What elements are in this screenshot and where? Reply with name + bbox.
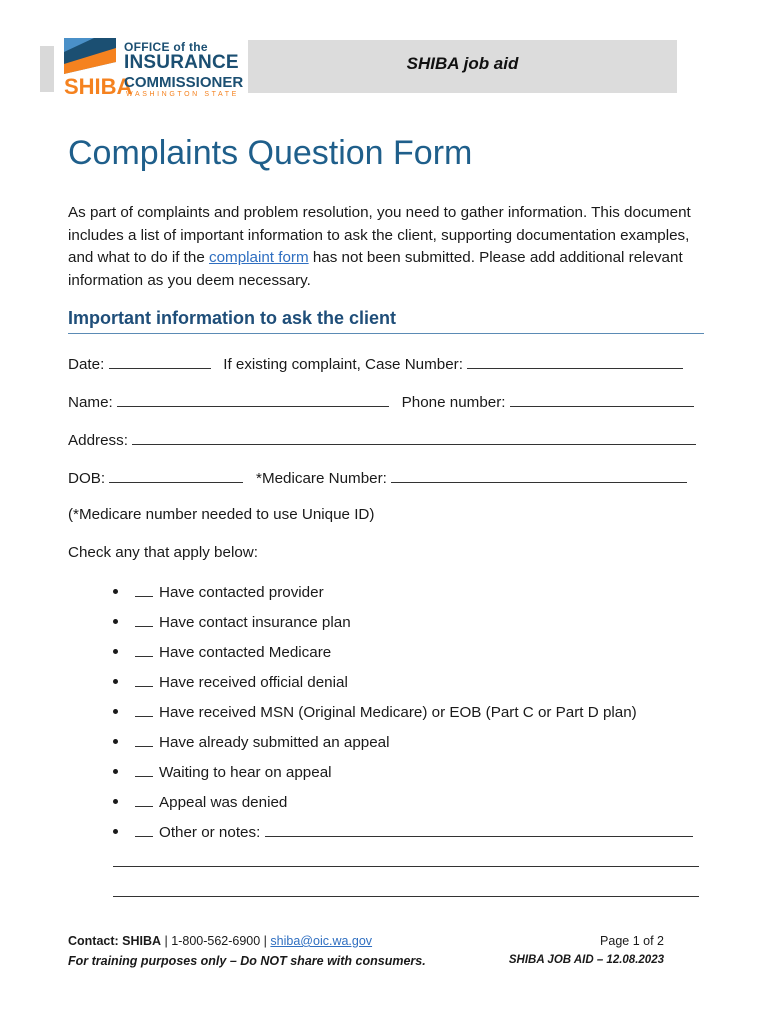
phone-label: Phone number: [401,394,506,411]
bullet-icon [113,709,118,714]
training-notice: For training purposes only – Do NOT share with consumers. [68,954,426,968]
address-label: Address: [68,432,128,449]
date-label: Date: [68,356,105,373]
logo-line-commissioner: COMMISSIONER [124,74,244,91]
bullet-icon [113,769,118,774]
bullet-icon [113,829,118,834]
oic-shiba-logo [40,38,244,100]
bullet-icon [113,619,118,624]
logo-shiba: SHIBA [64,74,133,99]
phone-field[interactable] [510,392,694,407]
logo-line-state: WASHINGTON STATE [126,91,239,98]
dob-field[interactable] [109,468,243,483]
row-address [68,430,696,449]
checklist-item-label: Appeal was denied [159,794,288,811]
logo-gray-bar [40,46,54,92]
name-label: Name: [68,394,113,411]
notes-line-2[interactable] [113,896,699,897]
contact-phone: | 1-800-562-6900 | [161,934,271,948]
job-aid-banner [248,40,677,93]
bullet-icon [113,589,118,594]
bullet-icon [113,739,118,744]
name-field[interactable] [117,392,389,407]
logo-line-insurance: INSURANCE [124,52,239,73]
row-name-phone [68,392,694,411]
checklist-item-label: Have contact insurance plan [159,614,351,631]
check-blank[interactable] [135,672,153,687]
section-title: Important information to ask the client [68,308,704,334]
check-blank[interactable] [135,642,153,657]
row-date-case [68,354,683,373]
checklist-item-label: Have contacted Medicare [159,644,332,661]
checklist-item-label: Waiting to hear on appeal [159,764,332,781]
check-blank[interactable] [135,732,153,747]
medicare-note: (*Medicare number needed to use Unique ID) [68,506,375,523]
job-aid-date: SHIBA JOB AID – 12.08.2023 [508,954,664,966]
address-field[interactable] [132,430,696,445]
job-aid-label: SHIBA job aid [406,54,519,73]
intro-text-before: As part of complaints and problem resolution, you need to gather information. This document includes a list of important information to ask the client, supporting documentation examples, and what to do if the [68,204,691,266]
check-blank[interactable] [135,612,153,627]
checklist-item-label: Have contacted provider [159,584,324,601]
check-blank[interactable] [135,762,153,777]
logo-line-office: OFFICE of the [124,40,208,54]
check-blank[interactable] [135,792,153,807]
intro-paragraph [68,202,708,292]
contact-email-link[interactable]: shiba@oic.wa.gov [270,934,373,948]
bullet-icon [113,649,118,654]
logo-mark-icon [64,38,116,74]
case-number-field[interactable] [467,354,683,369]
intro-text-after: has not been submitted. Please add additional relevant information as you deem necessary. [68,249,683,289]
checklist-item-label: Other or notes: [159,824,261,841]
bullet-icon [113,799,118,804]
contact-label: Contact: SHIBA [68,934,162,948]
check-blank[interactable] [135,822,153,837]
footer-contact [68,934,372,948]
check-prompt: Check any that apply below: [68,544,258,561]
dob-label: DOB: [68,470,106,487]
checklist-item-label: Have received official denial [159,674,348,691]
row-dob-medicare [68,468,687,487]
page-title: Complaints Question Form [68,134,473,172]
case-number-label: If existing complaint, Case Number: [223,356,463,373]
medicare-number-label: *Medicare Number: [256,470,387,487]
check-blank[interactable] [135,582,153,597]
other-notes-field[interactable] [265,822,693,837]
checklist-item-label: Have already submitted an appeal [159,734,390,751]
date-field[interactable] [109,354,211,369]
checklist-item-label: Have received MSN (Original Medicare) or EOB (Part C or Part D plan) [159,704,637,721]
complaint-form-link[interactable]: complaint form [209,249,309,266]
check-blank[interactable] [135,702,153,717]
medicare-number-field[interactable] [391,468,687,483]
page-number: Page 1 of 2 [600,934,664,948]
bullet-icon [113,679,118,684]
notes-line-1[interactable] [113,866,699,867]
